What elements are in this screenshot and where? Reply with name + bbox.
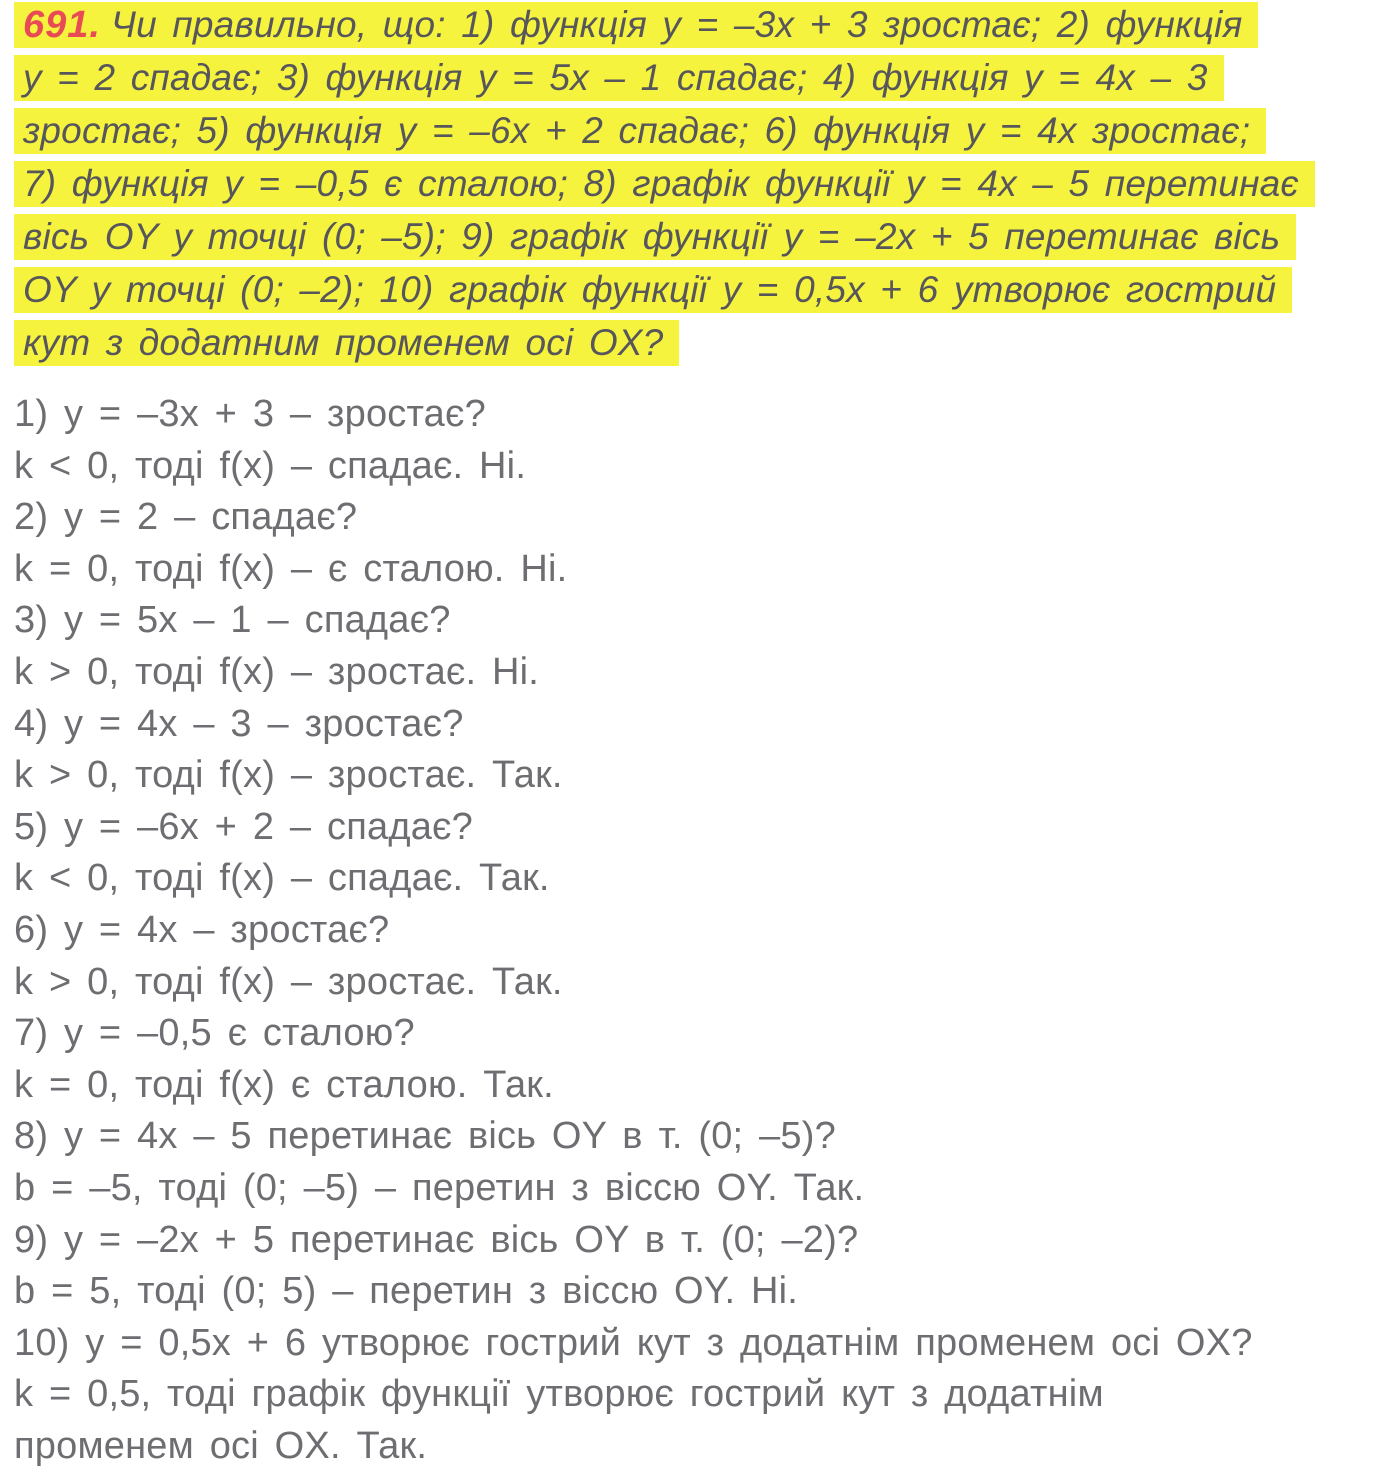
problem-text-line: зростає; 5) функція y = –6x + 2 спадає; 6) функція y = 4x зростає; [14,108,1266,154]
problem-line [14,2,1390,55]
solution-line: k > 0, тоді f(x) – зростає. Так. [14,960,563,1003]
solution-line: k > 0, тоді f(x) – зростає. Так. [14,754,563,797]
problem-line [14,320,1390,373]
solution-line: 8) y = 4x – 5 перетинає вісь OY в т. (0; –5)? [14,1115,836,1158]
solution-steps [14,389,1390,1472]
solution-line: k = 0, тоді f(x) – є сталою. Ні. [14,547,568,590]
problem-line [14,214,1390,267]
problem-line [14,55,1390,108]
solution-line: 4) y = 4x – 3 – зростає? [14,702,464,745]
problem-text-line: y = 2 спадає; 3) функція y = 5x – 1 спадає; 4) функція y = 4x – 3 [14,55,1224,101]
solution-line: 7) y = –0,5 є сталою? [14,1012,415,1055]
problem-text-line: кут з додатним променем осі OX? [14,320,679,366]
problem-line [14,161,1390,214]
problem-line [14,108,1390,161]
problem-line [14,267,1390,320]
solution-line: 1) y = –3x + 3 – зростає? [14,393,486,435]
solution-line: k < 0, тоді f(x) – спадає. Так. [14,857,550,900]
problem-text-line: Чи правильно, що: 1) функція y = –3x + 3 зростає; 2) функція [110,4,1243,45]
problem-text-line: OY у точці (0; –2); 10) графік функції y = 0,5x + 6 утворює гострий [14,267,1292,313]
problem-text-line: 7) функція y = –0,5 є сталою; 8) графік функції y = 4x – 5 перетинає [14,161,1315,207]
solution-line: 9) y = –2x + 5 перетинає вісь OY в т. (0; –2)? [14,1218,859,1261]
solution-line: 3) y = 5x – 1 – спадає? [14,599,451,642]
solution-line: b = 5, тоді (0; 5) – перетин з віссю OY. Ні. [14,1270,798,1313]
problem-number: 691. [23,4,101,46]
solution-line: k = 0, тоді f(x) є сталою. Так. [14,1063,554,1106]
highlight-strip [14,2,1258,48]
solution-line: променем осі OX. Так. [14,1424,428,1467]
solution-line: 2) y = 2 – спадає? [14,496,358,539]
solution-line: 5) y = –6x + 2 – спадає? [14,805,473,848]
solution-line: b = –5, тоді (0; –5) – перетин з віссю OY. Так. [14,1166,865,1209]
solution-line: k = 0,5, тоді графік функції утворює гострий кут з додатнім [14,1373,1104,1416]
problem-text-line: вісь OY у точці (0; –5); 9) графік функції y = –2x + 5 перетинає вісь [14,214,1296,260]
solution-line: 10) y = 0,5x + 6 утворює гострий кут з додатнім променем осі OX? [14,1321,1253,1364]
solution-line: k > 0, тоді f(x) – зростає. Ні. [14,650,540,693]
solution-line: k < 0, тоді f(x) – спадає. Ні. [14,444,527,487]
problem-statement [14,2,1390,373]
solution-line: 6) y = 4x – зростає? [14,908,390,951]
